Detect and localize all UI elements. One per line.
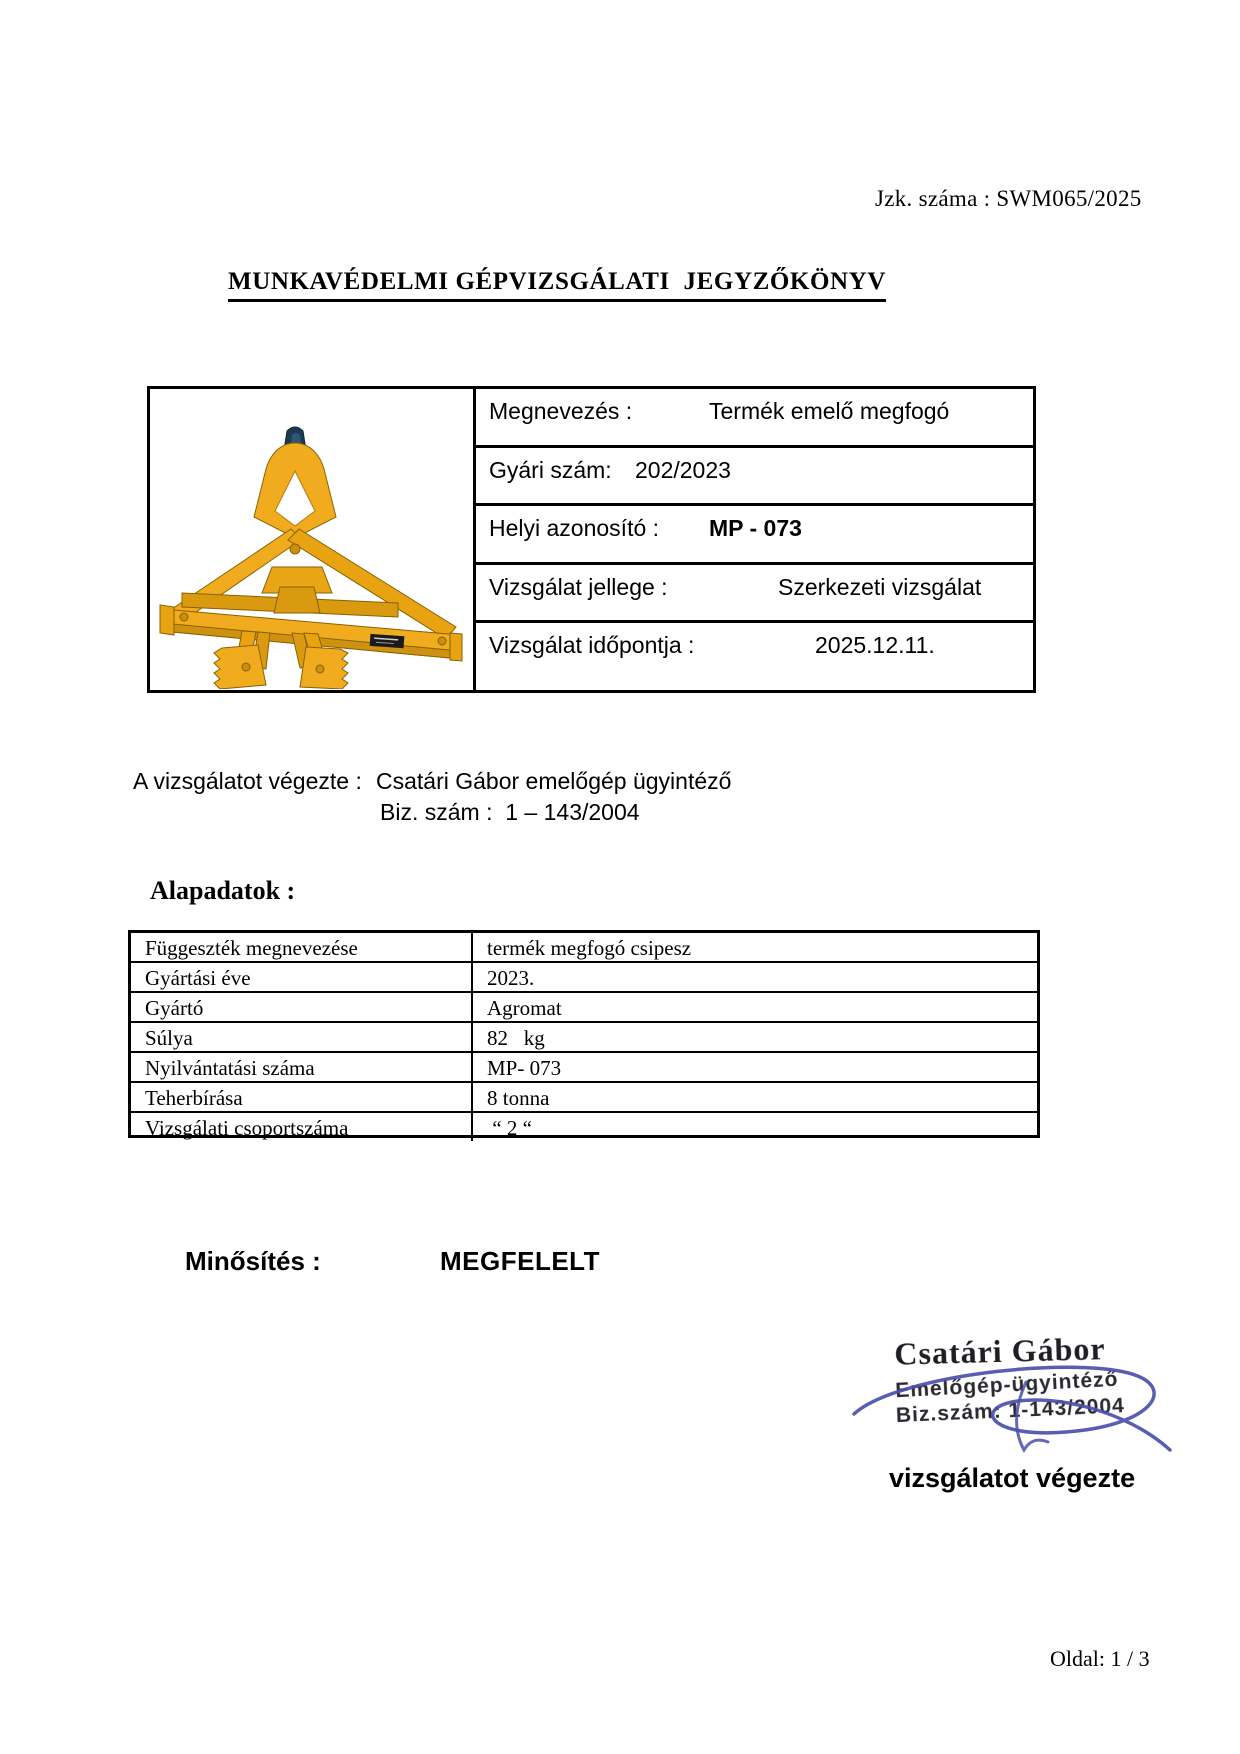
inspector-stamp <box>893 1328 1176 1428</box>
base-data-table <box>128 930 1040 1138</box>
row-label: Nyilvántatási száma <box>131 1053 473 1081</box>
row-value: Termék emelő megfogó <box>709 398 950 424</box>
qualification-result: MEGFELELT <box>440 1246 601 1276</box>
table-row <box>131 963 1037 993</box>
row-label: Helyi azonosító : <box>489 515 660 541</box>
machine-id-table <box>147 386 1036 693</box>
row-label: Gyártási éve <box>131 963 473 991</box>
inspector-license: Biz. szám : 1 – 143/2004 <box>380 799 640 825</box>
table-row <box>476 623 1033 690</box>
row-label: Teherbírása <box>131 1083 473 1111</box>
row-label: Gyári szám: <box>489 457 612 483</box>
row-value: 8 tonna <box>487 1086 550 1110</box>
table-row <box>131 993 1037 1023</box>
row-value: Szerkezeti vizsgálat <box>778 574 982 600</box>
row-value: 82 kg <box>487 1026 545 1050</box>
table-row <box>476 448 1033 506</box>
machine-id-rows <box>476 389 1033 690</box>
machine-photo-cell <box>150 389 476 690</box>
table-row <box>131 933 1037 963</box>
doc-number: Jzk. száma : SWM065/2025 <box>875 186 1142 211</box>
row-value: MP - 073 <box>709 515 802 541</box>
table-row <box>131 1023 1037 1053</box>
table-row <box>131 1083 1037 1113</box>
row-label: Vizsgálat jellege : <box>489 574 668 600</box>
row-value: Agromat <box>487 996 562 1020</box>
inspector-label: A vizsgálatot végezte : <box>133 768 362 794</box>
stamp-name: Csatári Gábor <box>893 1330 1106 1372</box>
row-label: Vizsgálati csoportszáma <box>131 1113 473 1141</box>
base-data-heading: Alapadatok : <box>150 876 296 905</box>
row-label: Vizsgálat időpontja : <box>489 632 695 658</box>
stamp-license: Biz.szám: 1-143/2004 <box>895 1394 1126 1428</box>
table-row <box>131 1053 1037 1083</box>
row-value: “ 2 “ <box>487 1116 532 1140</box>
table-row <box>476 565 1033 623</box>
row-value: 2023. <box>487 966 535 990</box>
page-number: Oldal: 1 / 3 <box>1050 1646 1150 1671</box>
row-value: MP- 073 <box>487 1056 562 1080</box>
stamp-role: Emelőgép-ügyintéző <box>894 1367 1120 1403</box>
page-title: MUNKAVÉDELMI GÉPVIZSGÁLATI JEGYZŐKÖNYV <box>228 268 886 302</box>
row-value: 2025.12.11. <box>815 632 935 658</box>
row-value: 202/2023 <box>635 457 731 483</box>
inspector-name: Csatári Gábor emelőgép ügyintéző <box>376 768 732 794</box>
row-label: Megnevezés : <box>489 398 633 424</box>
qualification-label: Minősítés : <box>185 1246 321 1276</box>
table-row <box>476 389 1033 448</box>
table-row <box>476 506 1033 565</box>
row-label: Súlya <box>131 1023 473 1051</box>
row-value: termék megfogó csipesz <box>487 936 692 960</box>
lifting-clamp-image <box>154 417 470 689</box>
row-label: Függeszték megnevezése <box>131 933 473 961</box>
table-row <box>131 1113 1037 1141</box>
stamp-caption: vizsgálatot végezte <box>889 1463 1136 1493</box>
row-label: Gyártó <box>131 993 473 1021</box>
